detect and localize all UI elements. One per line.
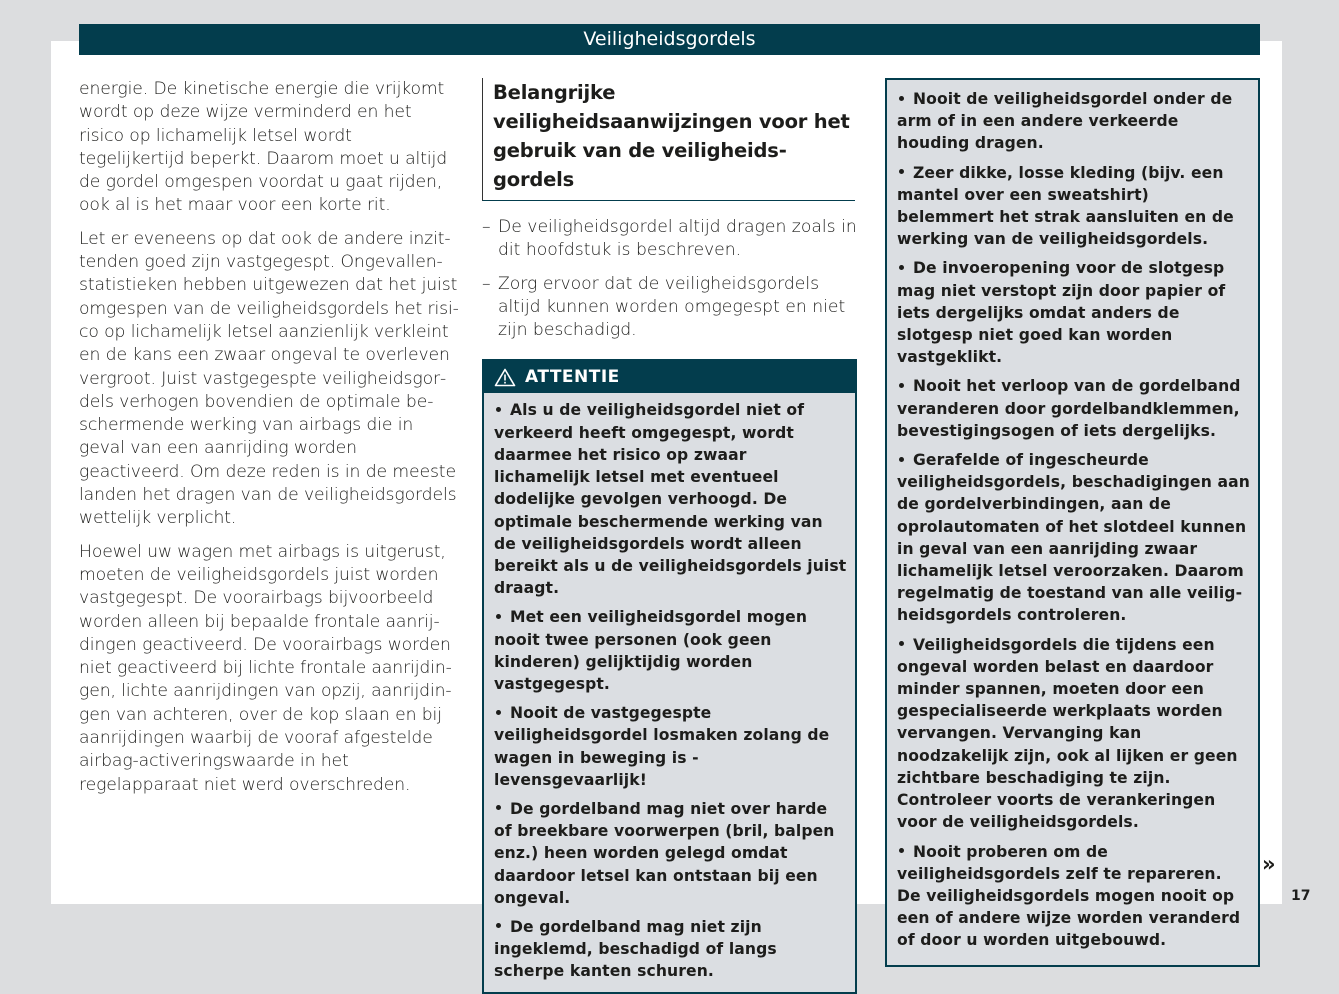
- warning-item: [897, 162, 1250, 251]
- dash-marker: –: [482, 273, 491, 294]
- warning-item: [494, 702, 847, 791]
- warning-item: [897, 375, 1250, 442]
- continued-arrow-icon: »: [1262, 852, 1276, 876]
- warning-item: [494, 798, 847, 909]
- bullet-icon: [496, 710, 501, 715]
- warning-triangle-icon: [494, 368, 516, 387]
- warning-item-text: Veiligheidsgordels die tijdens een ongeval worden belast en daardoor minder spannen, moeten door een gespecialiseerde werkplaats worden vervangen. Vervanging kan noodzakelijk zijn, ook al lijken er geen zichtbare beschadiging te zijn. Controleer voorts de verankeringen voor de veiligheidsgordels.: [897, 635, 1238, 832]
- bullet-icon: [496, 805, 501, 810]
- warning-item: [897, 449, 1250, 627]
- page-number: 17: [1291, 888, 1311, 904]
- warning-item: [494, 399, 847, 599]
- left-column: [79, 78, 459, 807]
- middle-column: [482, 78, 857, 994]
- bullet-icon: [899, 457, 904, 462]
- chapter-header: [79, 24, 1260, 55]
- section-title: Belangrijke veiligheidsaanwijzingen voor het gebruik van de veiligheidsgordels: [482, 78, 855, 201]
- warning-item: [897, 88, 1250, 155]
- warning-header: [484, 361, 855, 393]
- warning-item-text: De gordelband mag niet over harde of breekbare voorwerpen (bril, balpen enz.) heen worden gelegd omdat daardoor letsel kan ontstaan bij een ongeval.: [494, 799, 835, 907]
- warning-box-continued: [885, 78, 1260, 967]
- list-item-text: De veiligheidsgordel altijd dragen zoals in dit hoofdstuk is beschreven.: [498, 217, 857, 261]
- bullet-icon: [496, 923, 501, 928]
- warning-item: [494, 916, 847, 983]
- warning-item-text: Als u de veiligheidsgordel niet of verkeerd heeft omgegespt, wordt daarmee het risico op zwaar lichamelijk letsel met eventueel dodelijke gevolgen verhoogd. De optimale beschermende werking van de veiligheidsgordels wordt alleen bereikt als u de veiligheidsgordels juist draagt.: [494, 401, 847, 598]
- warning-item-text: De gordelband mag niet zijn ingeklemd, beschadigd of langs scherpe kanten schuren.: [494, 917, 777, 981]
- warning-item-text: Met een veiligheidsgordel mogen nooit twee personen (ook geen kinderen) gelijktijdig worden vastgegespt.: [494, 608, 808, 693]
- warning-item: [897, 634, 1250, 834]
- warning-item-text: Nooit de veiligheidsgordel onder de arm of in een andere verkeerde houding dragen.: [897, 90, 1233, 153]
- list-item: [482, 216, 857, 263]
- bullet-icon: [496, 614, 501, 619]
- bullet-icon: [899, 383, 904, 388]
- bullet-icon: [899, 169, 904, 174]
- list-item-text: Zorg ervoor dat de veiligheidsgordels altijd kunnen worden omgegespt en niet zijn beschadigd.: [498, 273, 846, 341]
- dash-marker: –: [482, 217, 491, 237]
- body-paragraph: Hoewel uw wagen met airbags is uitgerust, moeten de veiligheidsgordels juist worden vastgegespt. De voorairbags bijvoorbeeld worden alleen bij bepaalde frontale aanrijdingen geactiveerd. De voorairbags worden niet geactiveerd bij lichte frontale aanrijdingen, lichte aanrijdingen van opzij, aanrijdingen van achteren, over de kop slaan en bij aanrijdingen waarbij de vooraf afgestelde airbag-activeringswaarde in het regelapparaat niet werd overschreden.: [79, 541, 452, 795]
- warning-list: [887, 80, 1258, 963]
- warning-item-text: De invoeropening voor de slotgesp mag niet verstopt zijn door papier of iets dergelijks omdat anders de slotgesp niet goed kan worden vastgeklikt.: [897, 259, 1226, 367]
- warning-item-text: Nooit de vastgegespte veiligheidsgordel losmaken zolang de wagen in beweging is - levensgevaarlijk!: [494, 704, 830, 789]
- warning-item: [897, 257, 1250, 368]
- warning-box: [482, 359, 857, 993]
- instruction-list: [482, 216, 857, 342]
- right-column: [885, 78, 1256, 967]
- bullet-icon: [899, 96, 904, 101]
- warning-item: [494, 606, 847, 695]
- bullet-icon: [899, 265, 904, 270]
- warning-list: [484, 393, 855, 982]
- list-item: [482, 273, 857, 343]
- chapter-title: Veiligheidsgordels: [583, 28, 756, 50]
- body-paragraph: energie. De kinetische energie die vrijkomt wordt op deze wijze verminderd en het risico op lichamelijk letsel wordt tegelijkertijd beperkt. Daarom moet u altijd de gordel omgespen voordat u gaat rijden, ook al is het maar voor een korte rit.: [79, 79, 448, 216]
- bullet-icon: [899, 641, 904, 646]
- warning-item: [897, 841, 1250, 952]
- bullet-icon: [899, 848, 904, 853]
- warning-item-text: Gerafelde of ingescheurde veiligheidsgordels, beschadigingen aan de gordelverbindingen, aan de oprolautomaten of het slotdeel kunnen in geval van een aanrijding zwaar lichamelijk letsel veroorzaken. Daarom regelmatig de toestand van alle veiligheidsgordels controleren.: [897, 451, 1250, 625]
- warning-item-text: Nooit proberen om de veiligheidsgordels zelf te repareren. De veiligheidsgordels mogen nooit op een of andere wijze worden veranderd of door u worden uitgebouwd.: [897, 842, 1241, 950]
- warning-item-text: Zeer dikke, losse kleding (bijv. een mantel over een sweatshirt) belemmert het strak aansluiten en de werking van de veiligheidsgordels.: [897, 163, 1234, 249]
- bullet-icon: [496, 407, 501, 412]
- warning-label: ATTENTIE: [525, 367, 620, 388]
- warning-item-text: Nooit het verloop van de gordelband veranderen door gordelbandklemmen, bevestigingsogen of iets dergelijks.: [897, 377, 1241, 440]
- body-paragraph: Let er eveneens op dat ook de andere inzittenden goed zijn vastgegespt. Ongevallenstatistieken hebben uitgewezen dat het juist omgespen van de veiligheidsgordels het risico op lichamelijk letsel aanzienlijk verkleint en de kans een zwaar ongeval te overleven vergroot. Juist vastgegespte veiligheidsgordels verhogen bovendien de optimale beschermende werking van airbags die in geval van een aanrijding worden geactiveerd. Om deze reden is in de meeste landen het dragen van de veiligheidsgordels wettelijk verplicht.: [79, 228, 459, 529]
